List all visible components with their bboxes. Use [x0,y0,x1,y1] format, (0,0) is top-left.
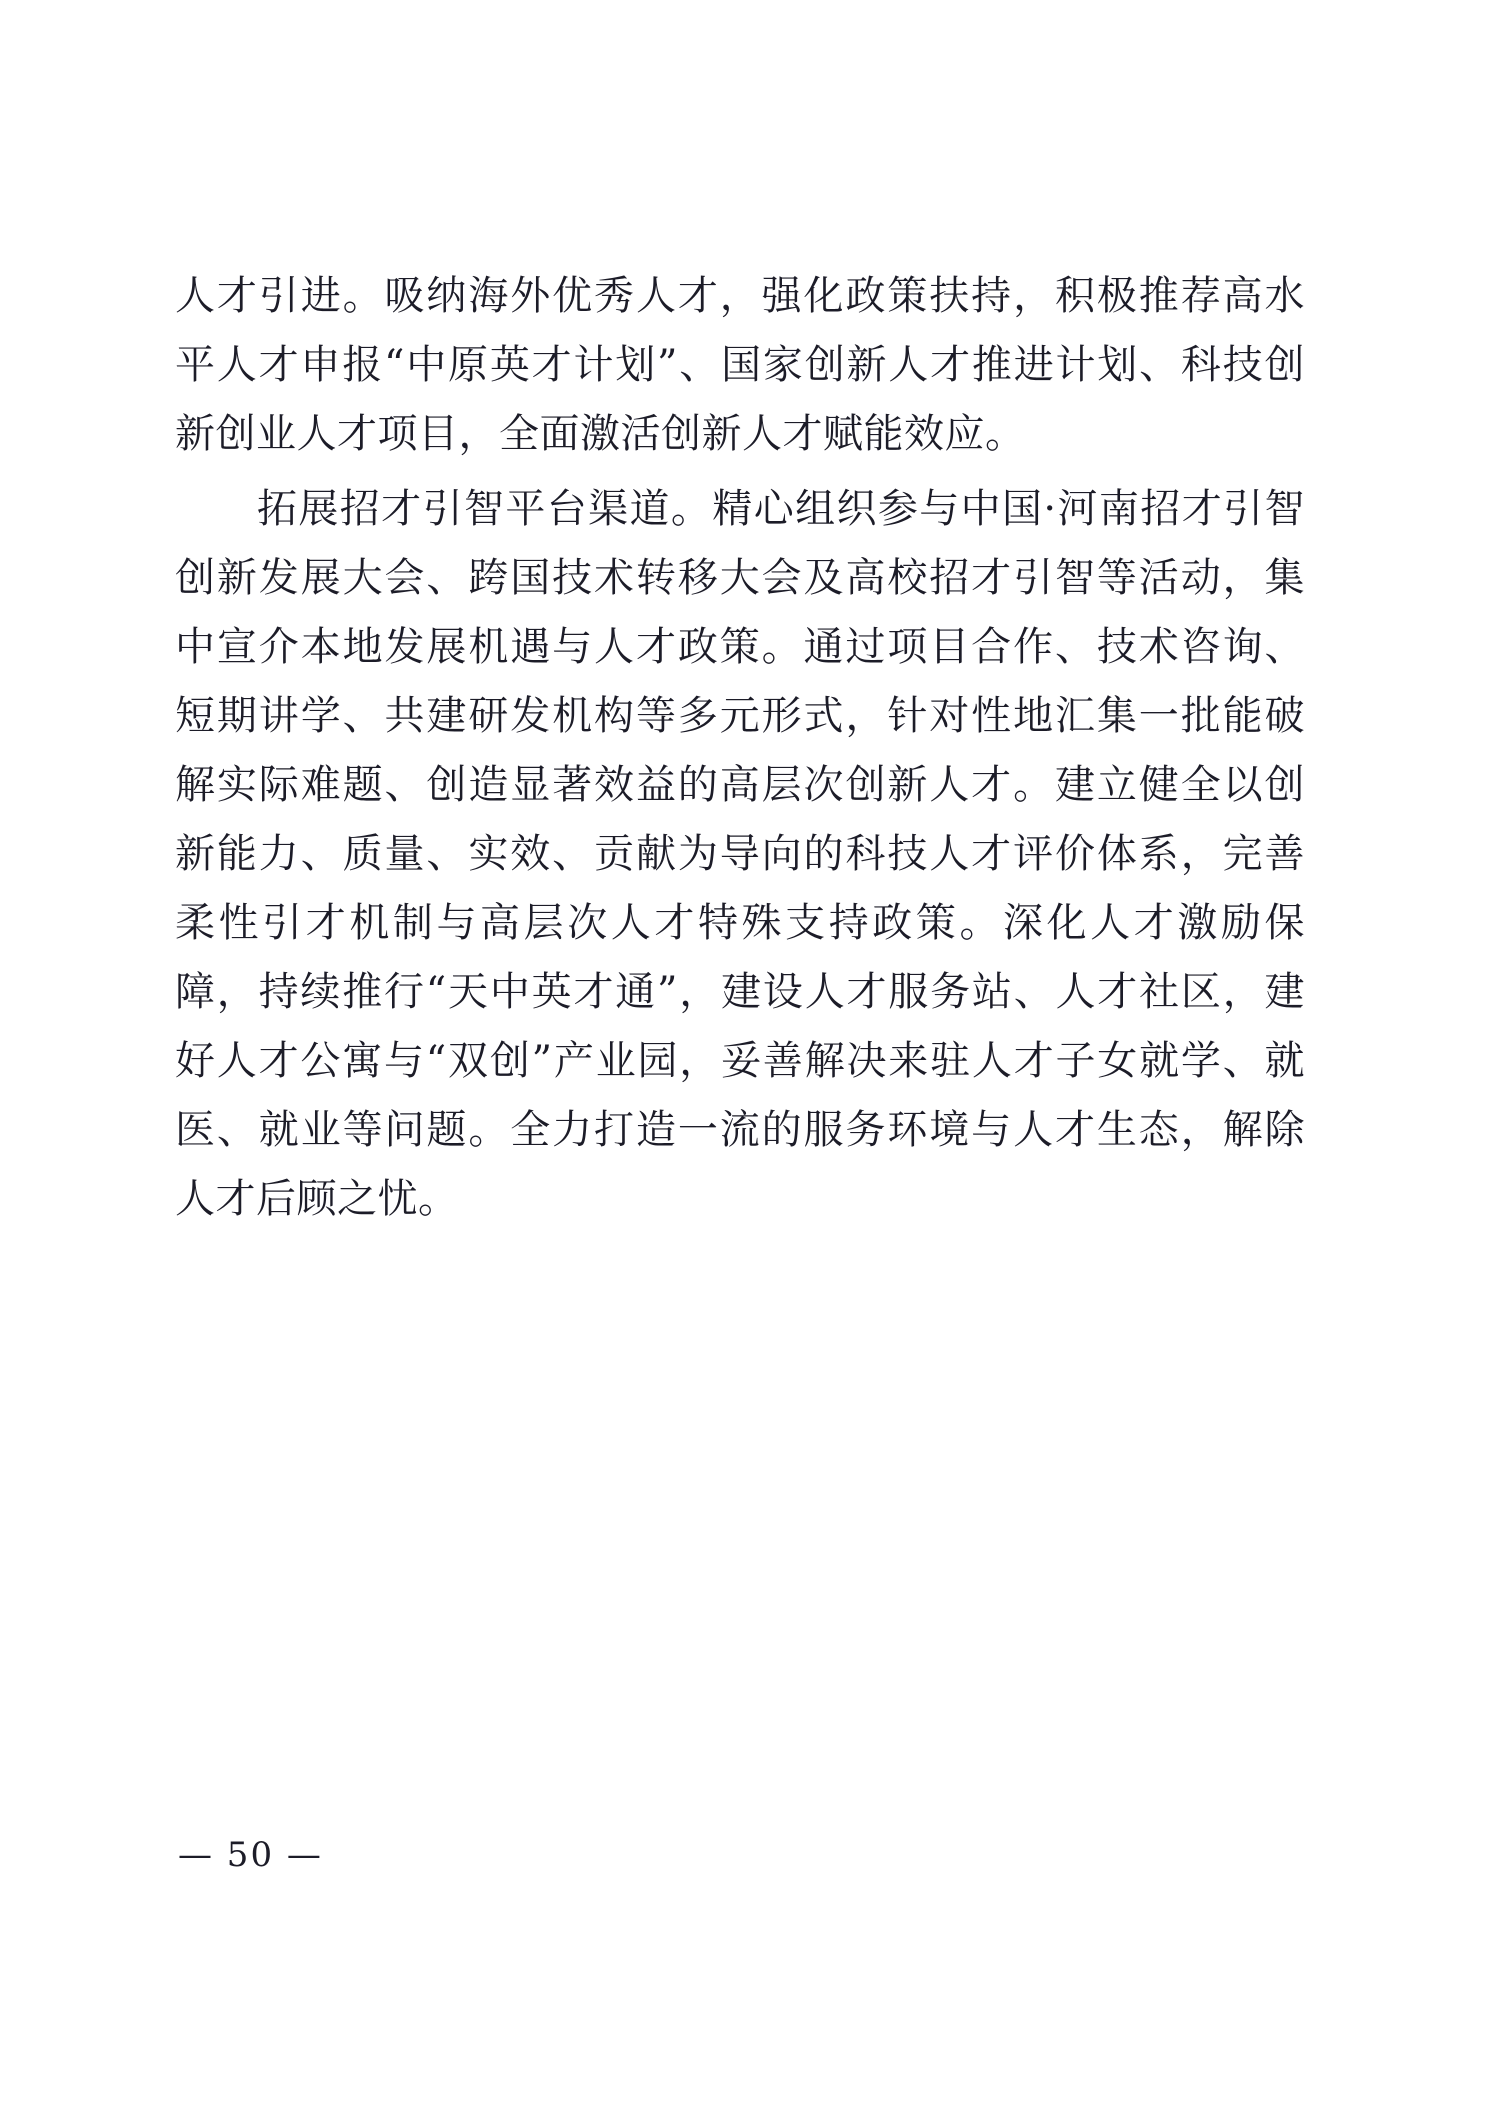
page-number: — 50 — [178,1835,323,1875]
paragraph-2: 拓展招才引智平台渠道。精心组织参与中国·河南招才引智创新发展大会、跨国技术转移大会及高校招才引智等活动，集中宣介本地发展机遇与人才政策。通过项目合作、技术咨询、短期讲学、共建研发机构等多元形式，针对性地汇集一批能破解实际难题、创造显著效益的高层次创新人才。建立健全以创新能力、质量、实效、贡献为导向的科技人才评价体系，完善柔性引才机制与高层次人才特殊支持政策。深化人才激励保障，持续推行“天中英才通”，建设人才服务站、人才社区，建好人才公寓与“双创”产业园，妥善解决来驻人才子女就学、就医、就业等问题。全力打造一流的服务环境与人才生态，解除人才后顾之忧。 [175,486,1305,1222]
paragraph-1: 人才引进。吸纳海外优秀人才，强化政策扶持，积极推荐高水平人才申报“中原英才计划”、国家创新人才推进计划、科技创新创业人才项目，全面激活创新人才赋能效应。 [175,273,1305,457]
page-footer [0,1835,1486,1875]
document-body [175,262,1305,1240]
